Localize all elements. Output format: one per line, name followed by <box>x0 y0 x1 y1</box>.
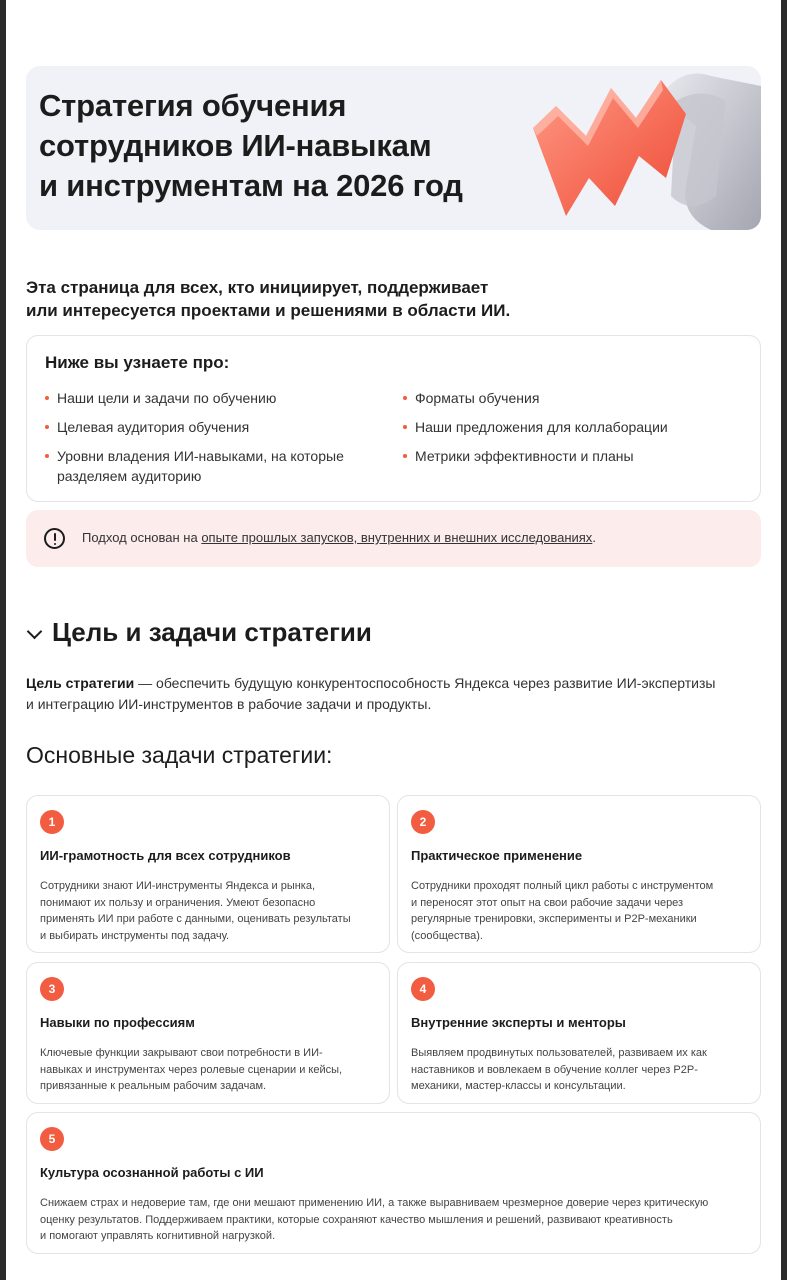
task-description <box>411 1045 707 1095</box>
list-item-text: Форматы обучения <box>415 390 540 406</box>
bullet-icon <box>403 425 407 429</box>
task-card-5 <box>26 1112 761 1254</box>
task-desc-line: навыках и инструментах через ролевые сценарии и кейсы, <box>40 1063 343 1076</box>
list-item-text: Метрики эффективности и планы <box>415 448 634 464</box>
notice-suffix: . <box>592 530 596 545</box>
bullet-icon <box>45 454 49 458</box>
intro-line: Эта страница для всех, кто инициирует, поддерживает <box>26 278 489 297</box>
list-item <box>45 388 375 408</box>
notice-callout <box>26 510 761 567</box>
task-number-badge: 3 <box>40 977 64 1001</box>
list-item <box>45 417 375 437</box>
task-title: ИИ-грамотность для всех сотрудников <box>40 848 291 863</box>
learn-list-right <box>403 388 743 475</box>
task-desc-line: (сообщества). <box>411 929 483 942</box>
list-item-text: Целевая аудитория обучения <box>57 419 250 435</box>
chevron-down-icon[interactable] <box>27 624 43 640</box>
section-title: Цель и задачи стратегии <box>52 617 372 647</box>
goal-line-text: — обеспечить будущую конкурентоспособность Яндекса через развитие ИИ-экспертизы <box>134 675 716 691</box>
goal-line: и интеграцию ИИ-инструментов в рабочие задачи и продукты. <box>26 696 432 712</box>
notice-prefix: Подход основан на <box>82 530 202 545</box>
task-desc-line: Сотрудники знают ИИ-инструменты Яндекса и рынка, <box>40 880 316 892</box>
list-item-text: Наши предложения для коллаборации <box>415 419 668 435</box>
bullet-icon <box>403 454 407 458</box>
list-item <box>403 446 743 466</box>
task-desc-line: наставников и вовлекаем в обучение коллег через P2P- <box>411 1063 698 1076</box>
notice-link[interactable]: опыте прошлых запусков, внутренних и внешних исследованиях <box>201 530 593 545</box>
task-desc-line: и переносят этот опыт на свои рабочие задачи через <box>411 896 684 909</box>
learn-card <box>26 335 761 502</box>
task-desc-line: оценку результатов. Поддерживаем практики, которые сохраняют качество мышления и решений, развивают креативность <box>40 1213 673 1226</box>
task-description <box>40 1045 342 1095</box>
task-desc-line: понимают их пользу и ограничения. Умеют безопасно <box>40 896 316 909</box>
list-item-text: Уровни владения ИИ-навыками, на которые разделяем аудиторию <box>57 448 344 484</box>
task-card-1 <box>26 795 390 953</box>
task-desc-line: привязанные к реальным рабочим задачам. <box>40 1080 267 1092</box>
task-desc-line: Выявляем продвинутых пользователей, развиваем их как <box>411 1047 707 1059</box>
task-desc-line: применять ИИ при работе с данными, оценивать результаты <box>40 913 351 925</box>
goal-line <box>26 673 746 694</box>
task-number-badge: 4 <box>411 977 435 1001</box>
list-item <box>45 446 375 486</box>
task-desc-line: Снижаем страх и недоверие там, где они мешают применению ИИ, а также выравниваем чрезмерное доверие через критическую <box>40 1197 709 1209</box>
learn-title: Ниже вы узнаете про: <box>45 353 230 372</box>
task-card-2 <box>397 795 761 953</box>
page <box>6 0 781 1280</box>
task-desc-line: Ключевые функции закрывают свои потребности в ИИ- <box>40 1047 323 1059</box>
task-card-4 <box>397 962 761 1104</box>
task-number-badge: 5 <box>40 1127 64 1151</box>
intro-text <box>26 276 746 322</box>
page-title-line: Стратегия обучения <box>39 88 347 123</box>
page-title-line: и инструментам на 2026 год <box>39 168 463 203</box>
hero-banner <box>26 66 761 230</box>
bullet-icon <box>45 396 49 400</box>
task-description <box>411 878 713 944</box>
page-title-line: сотрудников ИИ-навыкам <box>39 128 432 163</box>
task-title: Культура осознанной работы с ИИ <box>40 1165 264 1180</box>
task-title: Внутренние эксперты и менторы <box>411 1015 626 1030</box>
task-description <box>40 1195 708 1245</box>
list-item <box>403 417 743 437</box>
page-title <box>39 86 539 206</box>
task-number-badge: 1 <box>40 810 64 834</box>
tasks-title: Основные задачи стратегии: <box>26 742 333 768</box>
task-card-3 <box>26 962 390 1104</box>
task-desc-line: регулярные тренировки, эксперименты и P2P-механики <box>411 913 697 925</box>
task-desc-line: механики, мастер-классы и консультации. <box>411 1080 626 1092</box>
task-desc-line: и помогают управлять когнитивной нагрузкой. <box>40 1230 276 1242</box>
task-description <box>40 878 351 944</box>
task-number-badge: 2 <box>411 810 435 834</box>
list-item <box>403 388 743 408</box>
goal-bold: Цель стратегии <box>26 675 135 691</box>
task-title: Навыки по профессиям <box>40 1015 195 1030</box>
goal-text <box>26 673 746 715</box>
task-title: Практическое применение <box>411 848 583 863</box>
hero-illustration-icon <box>511 66 761 230</box>
task-desc-line: и выбирать инструменты под задачу. <box>40 929 230 942</box>
task-desc-line: Сотрудники проходят полный цикл работы с инструментом <box>411 880 714 892</box>
list-item-text: Наши цели и задачи по обучению <box>57 390 277 406</box>
intro-line: или интересуется проектами и решениями в области ИИ. <box>26 301 511 320</box>
bullet-icon <box>403 396 407 400</box>
exclamation-circle-icon <box>44 528 65 549</box>
notice-text <box>82 530 596 545</box>
bullet-icon <box>45 425 49 429</box>
learn-list-left <box>45 388 375 495</box>
